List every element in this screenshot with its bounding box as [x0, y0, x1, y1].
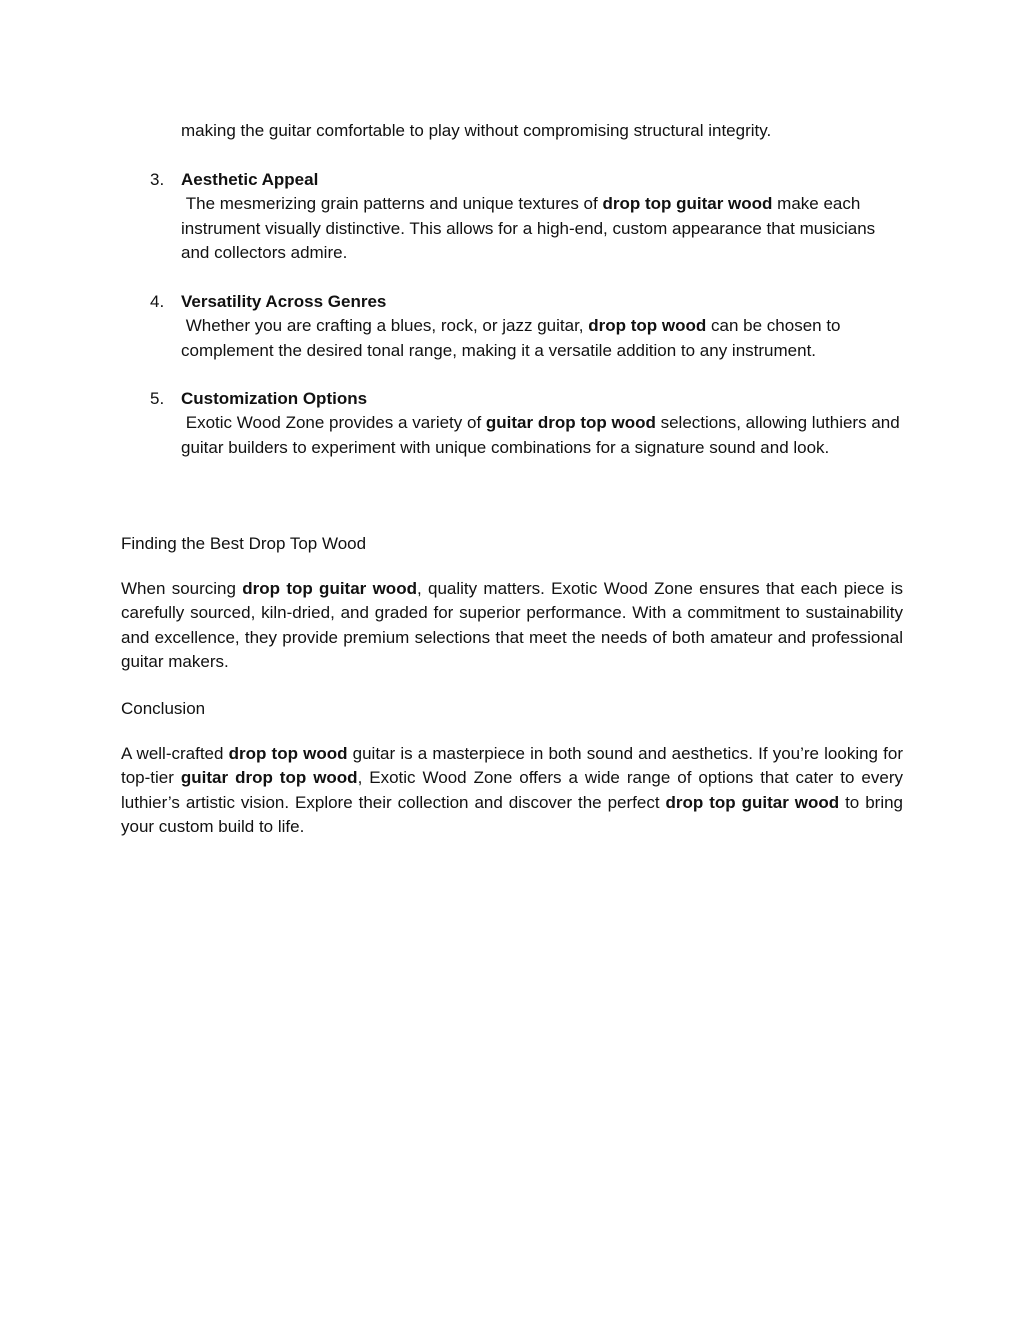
text-run: When sourcing — [121, 579, 243, 598]
section-heading-conclusion: Conclusion — [121, 699, 206, 718]
list-item-versatility — [121, 290, 903, 363]
paragraph-finding — [121, 577, 903, 675]
text-run: Exotic Wood Zone provides a variety of — [181, 413, 486, 433]
section-heading-finding: Finding the Best Drop Top Wood — [121, 534, 367, 553]
list-item-heading: Aesthetic Appeal — [181, 170, 319, 189]
list-number: 4. — [150, 292, 165, 311]
text-run: The mesmerizing grain patterns and unique textures of — [181, 194, 603, 214]
text-run: selections, allowing luthiers and guitar builders to experiment with unique combinations for a signature sound and look. — [181, 413, 905, 457]
text-run: to bring your custom build to life. — [121, 792, 904, 837]
text-run: can be chosen to complement the desired tonal range, making it a versatile addition to any instrument. — [181, 316, 846, 360]
bold-keyword: drop top guitar wood — [665, 792, 840, 812]
paragraph-conclusion — [121, 742, 903, 840]
bold-keyword: drop top guitar wood — [242, 579, 417, 598]
text-run: make each instrument visually distinctive. This allows for a high-end, custom appearance that musicians and collectors admire. — [181, 194, 880, 263]
list-item-heading: Versatility Across Genres — [181, 292, 387, 311]
continuation-text: making the guitar comfortable to play without compromising structural integrity. — [181, 121, 772, 140]
bold-keyword: drop top wood — [228, 744, 348, 763]
list-item-customization — [121, 387, 903, 460]
list-item-aesthetic-appeal — [121, 168, 903, 266]
bold-keyword: drop top wood — [588, 316, 707, 336]
text-run: , quality matters. Exotic Wood Zone ensures that each piece is carefully sourced, kiln-dried, and graded for superior performance. With a commitment to sustainability and excellence, they provide premium selections that meet the needs of both amateur and professional guitar makers. — [121, 579, 903, 672]
text-run: guitar is a masterpiece in both sound and aesthetics. If you’re looking for top-tier — [121, 744, 903, 788]
bold-keyword: guitar drop top wood — [180, 768, 358, 788]
text-run: Whether you are crafting a blues, rock, or jazz guitar, — [181, 316, 589, 336]
list-item-description — [181, 192, 903, 265]
bold-keyword: guitar drop top wood — [485, 413, 656, 433]
bold-keyword: drop top guitar wood — [602, 194, 773, 214]
list-item-heading: Customization Options — [181, 389, 368, 408]
list-item-description — [181, 411, 903, 460]
list-number: 5. — [150, 389, 165, 408]
list-item-description — [181, 314, 903, 363]
text-run: A well-crafted — [121, 744, 229, 763]
text-run: , Exotic Wood Zone offers a wide range of options that cater to every luthier’s artistic vision. Explore their collection and discover the perfect — [121, 768, 903, 812]
list-number: 3. — [150, 170, 165, 189]
